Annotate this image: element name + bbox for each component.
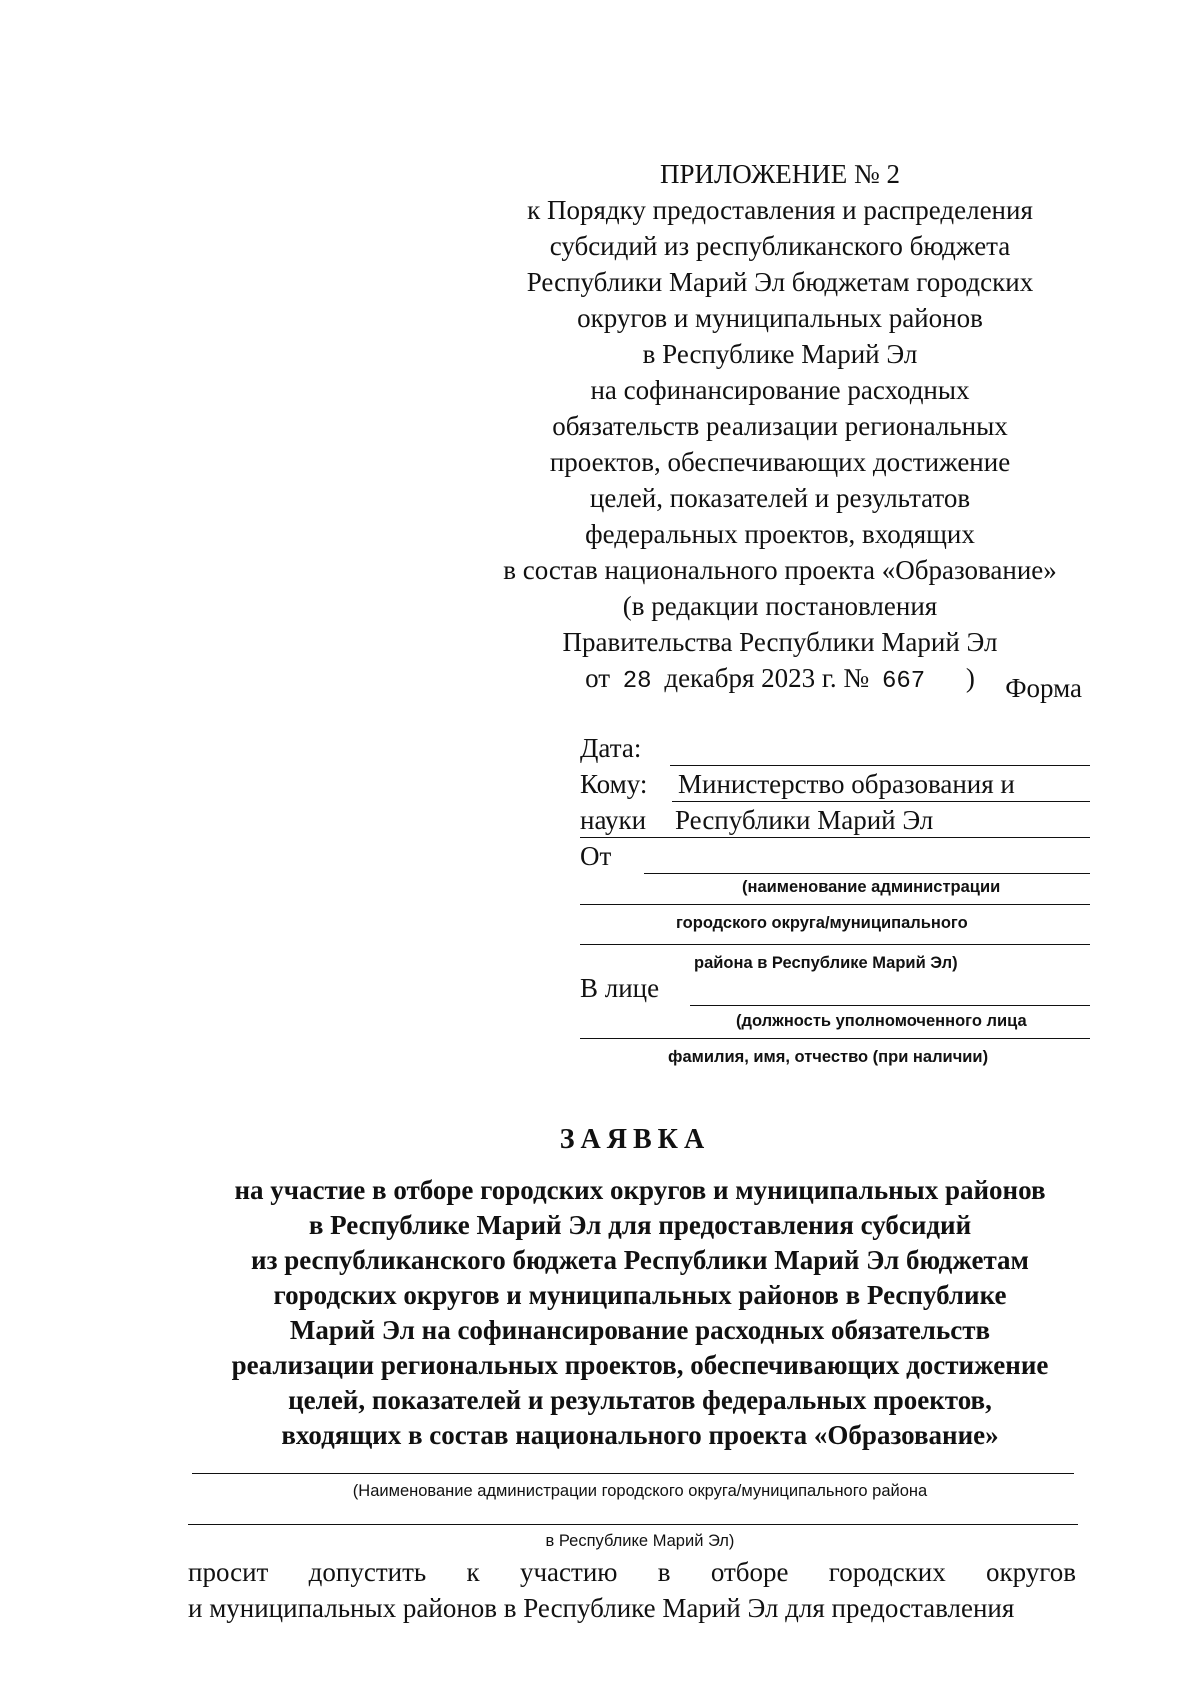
body-paragraph xyxy=(188,1554,1076,1626)
body-word: просит xyxy=(188,1557,269,1587)
caption-region: района в Республике Марий Эл) xyxy=(694,954,958,972)
body-word: допустить xyxy=(308,1557,427,1587)
appendix-line: федеральных проектов, входящих xyxy=(585,519,975,549)
decree-number: 667 xyxy=(881,668,926,695)
subject-line: в Республике Марий Эл для предоставления субсидий xyxy=(308,1210,972,1240)
person-label: В лице xyxy=(580,973,660,1003)
appendix-line: субсидий из республиканского бюджета xyxy=(549,231,1011,261)
from-field-line-2 xyxy=(580,904,1090,905)
date-prefix: от xyxy=(585,663,611,693)
appendix-line: Правительства Республики Марий Эл xyxy=(562,627,998,657)
caption-position: (должность уполномоченного лица xyxy=(736,1012,1027,1030)
body-word: городских xyxy=(828,1557,946,1587)
document-title: ЗАЯВКА xyxy=(559,1124,711,1155)
appendix-line: к Порядку предоставления и распределения xyxy=(527,195,1033,225)
date-rest: декабря 2023 г. № xyxy=(664,663,870,693)
caption-admin-name: (наименование администрации xyxy=(742,878,1001,896)
person-field-line xyxy=(690,1005,1090,1006)
appendix-header xyxy=(480,156,1080,700)
form-label: Форма xyxy=(1005,673,1082,703)
to-label-2: науки xyxy=(580,805,647,835)
from-label: От xyxy=(580,841,612,871)
caption-district: городского округа/муниципального xyxy=(676,914,968,932)
subject-line: из республиканского бюджета Республики Марий Эл бюджетам xyxy=(251,1245,1029,1275)
applicant-name-caption: (Наименование администрации городского округа/муниципального района xyxy=(352,1482,928,1500)
applicant-region-caption: в Республике Марий Эл) xyxy=(545,1532,735,1550)
body-line-justified xyxy=(188,1554,1076,1590)
to-label: Кому: xyxy=(580,769,648,799)
person-field-line-2 xyxy=(580,1038,1090,1039)
appendix-line: Республики Марий Эл бюджетам городских xyxy=(526,267,1034,297)
appendix-line: округов и муниципальных районов xyxy=(577,303,983,333)
subject-line: входящих в состав национального проекта «Образование» xyxy=(281,1420,999,1450)
body-word: отборе xyxy=(710,1557,789,1587)
appendix-line: обязательств реализации региональных xyxy=(552,411,1008,441)
subject-line: на участие в отборе городских округов и муниципальных районов xyxy=(234,1175,1046,1205)
body-word: округов xyxy=(986,1557,1076,1587)
applicant-name-line xyxy=(192,1473,1074,1474)
applicant-name-line-2 xyxy=(188,1524,1078,1525)
appendix-line: на софинансирование расходных xyxy=(590,375,970,405)
appendix-line: (в редакции постановления xyxy=(622,591,938,621)
appendix-line: целей, показателей и результатов xyxy=(589,483,971,513)
body-word: к xyxy=(466,1557,480,1587)
subject-line: целей, показателей и результатов федеральных проектов, xyxy=(288,1385,992,1415)
body-word: в xyxy=(657,1557,671,1587)
to-value-1: Министерство образования и xyxy=(678,769,1015,799)
to-value-2: Республики Марий Эл xyxy=(675,805,934,835)
body-word: участию xyxy=(519,1557,618,1587)
subject-line: городских округов и муниципальных районов в Республике xyxy=(273,1280,1007,1310)
body-line: и муниципальных районов в Республике Марий Эл для предоставления xyxy=(188,1593,1015,1623)
appendix-line: проектов, обеспечивающих достижение xyxy=(549,447,1011,477)
subject-line: реализации региональных проектов, обеспечивающих достижение xyxy=(231,1350,1049,1380)
application-subject xyxy=(180,1173,1100,1453)
date-label: Дата: xyxy=(580,733,642,763)
appendix-title: ПРИЛОЖЕНИЕ № 2 xyxy=(659,159,901,189)
appendix-date-line xyxy=(480,660,1080,700)
appendix-line: в Республике Марий Эл xyxy=(642,339,918,369)
subject-line: Марий Эл на софинансирование расходных обязательств xyxy=(289,1315,991,1345)
date-close: ) xyxy=(965,663,975,693)
from-field-line xyxy=(644,873,1090,874)
from-field-line-3 xyxy=(580,944,1090,945)
date-day: 28 xyxy=(622,668,652,695)
caption-fullname: фамилия, имя, отчество (при наличии) xyxy=(668,1048,989,1066)
appendix-line: в состав национального проекта «Образование» xyxy=(503,555,1057,585)
